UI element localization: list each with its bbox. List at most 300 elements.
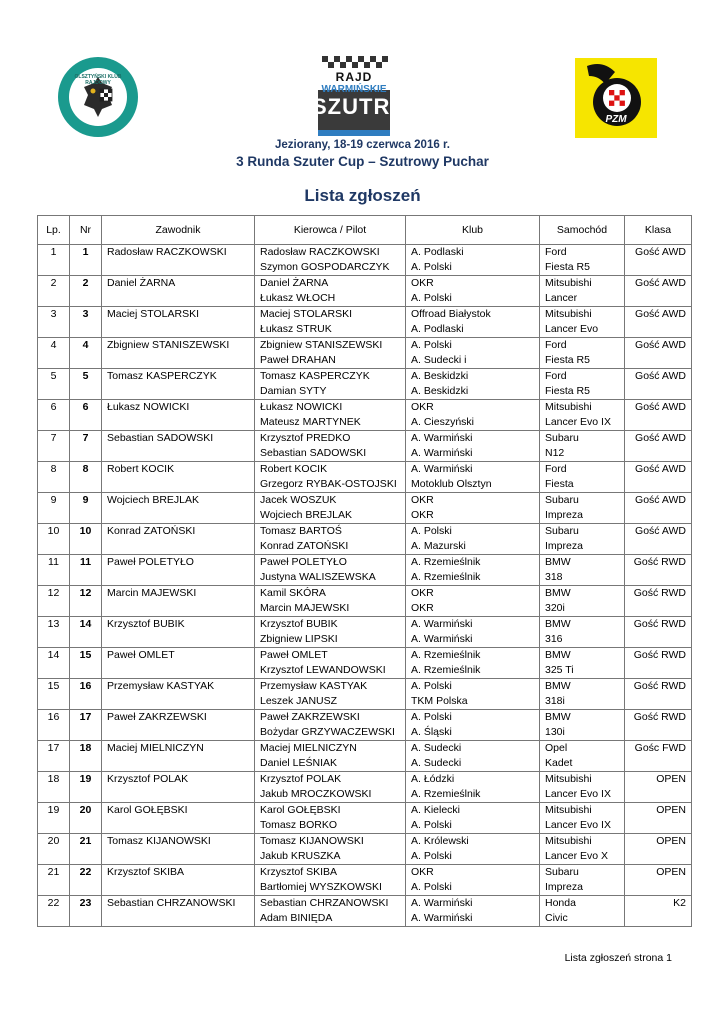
cell-club-line: A. Sudecki i <box>411 354 467 366</box>
cell-start-number <box>70 245 102 276</box>
cell-driver-codriver <box>255 338 406 369</box>
cell-start-number-line: 20 <box>79 804 92 816</box>
cell-club <box>406 369 540 400</box>
cell-start-number <box>70 772 102 803</box>
cell-class <box>625 555 692 586</box>
cell-lp-line: 4 <box>50 339 57 351</box>
cell-car-line: BMW <box>545 680 571 692</box>
cell-driver-codriver-line: Krzysztof PREDKO <box>260 432 351 444</box>
cell-car-line: Kadet <box>545 757 573 769</box>
cell-car-line: Mitsubishi <box>545 804 592 816</box>
cell-driver-codriver-line: Mateusz MARTYNEK <box>260 416 361 428</box>
cell-lp-line: 17 <box>47 742 60 754</box>
cell-car-line: BMW <box>545 587 571 599</box>
cell-driver-codriver-line: Szymon GOSPODARCZYK <box>260 261 390 273</box>
cell-lp <box>38 400 70 431</box>
cell-start-number <box>70 555 102 586</box>
cell-start-number <box>70 679 102 710</box>
cell-start-number <box>70 338 102 369</box>
cell-car-line: 325 Ti <box>545 664 574 676</box>
cell-start-number-line: 14 <box>79 618 92 630</box>
cell-class <box>625 338 692 369</box>
table-row <box>38 803 692 834</box>
cell-entrant-line: Maciej STOLARSKI <box>107 308 200 320</box>
cell-driver-codriver <box>255 307 406 338</box>
cell-club-line: A. Warmiński <box>411 633 473 645</box>
cell-start-number-line: 12 <box>79 587 92 599</box>
cell-car <box>540 338 625 369</box>
cell-driver-codriver <box>255 772 406 803</box>
cell-entrant-line: Marcin MAJEWSKI <box>107 587 197 599</box>
cell-car-line: BMW <box>545 618 571 630</box>
table-row <box>38 307 692 338</box>
cell-car <box>540 369 625 400</box>
cell-lp <box>38 431 70 462</box>
cell-entrant-line: Tomasz KIJANOWSKI <box>107 835 211 847</box>
table-row <box>38 710 692 741</box>
cell-start-number-line: 10 <box>79 525 92 537</box>
cell-car <box>540 493 625 524</box>
cell-car <box>540 679 625 710</box>
cell-start-number-line: 18 <box>79 742 92 754</box>
cell-start-number-line: 21 <box>79 835 92 847</box>
cell-club <box>406 586 540 617</box>
cell-driver-codriver-line: Paweł DRAHAN <box>260 354 336 366</box>
cell-class-line: OPEN <box>656 866 686 878</box>
cell-car-line: Fiesta <box>545 478 574 490</box>
cell-start-number <box>70 276 102 307</box>
cell-driver-codriver <box>255 803 406 834</box>
cell-start-number <box>70 400 102 431</box>
cell-club-line: A. Podlaski <box>411 246 464 258</box>
cell-class <box>625 400 692 431</box>
cell-lp-line: 9 <box>50 494 57 506</box>
cell-club-line: A. Beskidzki <box>411 385 469 397</box>
cell-car <box>540 276 625 307</box>
cell-class <box>625 462 692 493</box>
cell-entrant <box>102 462 255 493</box>
cell-start-number-line: 23 <box>79 897 92 909</box>
cell-driver-codriver-line: Zbigniew STANISZEWSKI <box>260 339 383 351</box>
cell-entrant <box>102 276 255 307</box>
cell-entrant-line: Łukasz NOWICKI <box>107 401 190 413</box>
cell-car-line: Ford <box>545 339 567 351</box>
cell-start-number <box>70 834 102 865</box>
cell-entrant-line: Krzysztof POLAK <box>107 773 189 785</box>
cell-class-line: Gość AWD <box>635 246 686 258</box>
cell-class-line: Gość RWD <box>633 680 686 692</box>
cell-lp-line: 12 <box>47 587 60 599</box>
col-header-nr: Nr <box>70 216 102 245</box>
cell-class-line: Gość AWD <box>635 308 686 320</box>
cell-entrant-line: Krzysztof BUBIK <box>107 618 185 630</box>
cell-club-line: OKR <box>411 277 434 289</box>
cell-car <box>540 307 625 338</box>
cell-car-line: Mitsubishi <box>545 401 592 413</box>
cell-entrant-line: Konrad ZATOŃSKI <box>107 525 196 537</box>
cell-car <box>540 710 625 741</box>
cell-club <box>406 896 540 927</box>
cell-lp <box>38 834 70 865</box>
cell-entrant <box>102 524 255 555</box>
cell-club <box>406 679 540 710</box>
cell-class <box>625 772 692 803</box>
cell-driver-codriver <box>255 648 406 679</box>
cell-class-line: Gość AWD <box>635 277 686 289</box>
cell-class-line: Gość AWD <box>635 463 686 475</box>
cell-start-number-line: 1 <box>82 246 89 258</box>
cell-entrant-line: Radosław RACZKOWSKI <box>107 246 227 258</box>
cell-entrant-line: Krzysztof SKIBA <box>107 866 185 878</box>
cell-car-line: Opel <box>545 742 568 754</box>
cell-lp-line: 1 <box>50 246 57 258</box>
cell-car <box>540 617 625 648</box>
cell-lp-line: 10 <box>47 525 60 537</box>
cell-lp-line: 16 <box>47 711 60 723</box>
cell-start-number-line: 16 <box>79 680 92 692</box>
cell-lp <box>38 679 70 710</box>
cell-start-number <box>70 648 102 679</box>
cell-club <box>406 803 540 834</box>
cell-club <box>406 617 540 648</box>
cell-entrant <box>102 586 255 617</box>
cell-car-line: 130i <box>545 726 565 738</box>
cell-club <box>406 710 540 741</box>
page-title: Lista zgłoszeń <box>304 186 421 205</box>
cell-driver-codriver-line: Bartłomiej WYSZKOWSKI <box>260 881 382 893</box>
cell-start-number <box>70 741 102 772</box>
cell-driver-codriver-line: Tomasz KIJANOWSKI <box>260 835 364 847</box>
cell-class-line: OPEN <box>656 804 686 816</box>
cell-class-line: Gość RWD <box>633 711 686 723</box>
col-header-lp: Lp. <box>38 216 70 245</box>
cell-lp-line: 5 <box>50 370 57 382</box>
cell-lp-line: 2 <box>50 277 57 289</box>
col-header-entrant: Zawodnik <box>102 216 255 245</box>
cell-club-line: Motoklub Olsztyn <box>411 478 492 490</box>
cell-club-line: OKR <box>411 494 434 506</box>
cell-class <box>625 245 692 276</box>
table-row <box>38 431 692 462</box>
cell-class-line: Gość AWD <box>635 339 686 351</box>
cell-driver-codriver <box>255 896 406 927</box>
cell-car-line: Fiesta R5 <box>545 261 590 273</box>
cell-club-line: OKR <box>411 602 434 614</box>
cell-club-line: A. Łódzki <box>411 773 455 785</box>
cell-lp <box>38 741 70 772</box>
cell-car <box>540 772 625 803</box>
pzm-logo-text: PZM <box>605 114 627 125</box>
cell-entrant <box>102 834 255 865</box>
cell-club <box>406 741 540 772</box>
cell-car-line: Mitsubishi <box>545 835 592 847</box>
cell-lp <box>38 307 70 338</box>
cell-start-number-line: 19 <box>79 773 92 785</box>
cell-driver-codriver-line: Sebastian SADOWSKI <box>260 447 367 459</box>
cell-club-line: A. Rzemieślnik <box>411 788 481 800</box>
cell-start-number <box>70 524 102 555</box>
cell-class-line: Gość AWD <box>635 432 686 444</box>
cell-lp <box>38 369 70 400</box>
cell-club-line: A. Warmiński <box>411 463 473 475</box>
table-row <box>38 555 692 586</box>
cell-entrant-line: Karol GOŁĘBSKI <box>107 804 188 816</box>
cell-class-line: K2 <box>673 897 686 909</box>
cell-driver-codriver-line: Krzysztof SKIBA <box>260 866 338 878</box>
cell-club-line: OKR <box>411 866 434 878</box>
cell-start-number <box>70 617 102 648</box>
cell-car-line: Ford <box>545 246 567 258</box>
cell-start-number-line: 5 <box>82 370 89 382</box>
cell-club-line: A. Kielecki <box>411 804 461 816</box>
cell-lp-line: 11 <box>48 556 59 568</box>
cell-driver-codriver <box>255 617 406 648</box>
cell-club <box>406 493 540 524</box>
cell-club-line: A. Rzemieślnik <box>411 649 481 661</box>
cell-class <box>625 369 692 400</box>
cell-club-line: A. Polski <box>411 261 452 273</box>
cell-driver-codriver-line: Tomasz KASPERCZYK <box>260 370 370 382</box>
cell-club-line: A. Królewski <box>411 835 469 847</box>
event-date-location: Jeziorany, 18-19 czerwca 2016 r. <box>275 139 450 151</box>
cell-club-line: A. Warmiński <box>411 432 473 444</box>
cell-start-number <box>70 896 102 927</box>
cell-car <box>540 896 625 927</box>
cell-car <box>540 648 625 679</box>
cell-club-line: OKR <box>411 587 434 599</box>
cell-start-number-line: 3 <box>82 308 89 320</box>
cell-entrant-line: Paweł POLETYŁO <box>107 556 194 568</box>
cell-club-line: A. Beskidzki <box>411 370 469 382</box>
cell-lp-line: 14 <box>47 649 60 661</box>
cell-class <box>625 524 692 555</box>
cell-lp <box>38 555 70 586</box>
cell-entrant-line: Wojciech BREJLAK <box>107 494 200 506</box>
cell-class-line: Gość AWD <box>635 401 686 413</box>
cell-lp-line: 6 <box>50 401 57 413</box>
cell-driver-codriver-line: Maciej MIELNICZYN <box>260 742 357 754</box>
table-row <box>38 741 692 772</box>
cell-start-number <box>70 586 102 617</box>
olsztynski-klub-rajdowy-logo <box>56 55 140 139</box>
cell-driver-codriver-line: Karol GOŁĘBSKI <box>260 804 341 816</box>
cell-entrant-line: Paweł ZAKRZEWSKI <box>107 711 207 723</box>
col-header-class: Klasa <box>625 216 692 245</box>
cell-driver-codriver <box>255 245 406 276</box>
cell-driver-codriver-line: Daniel LEŚNIAK <box>260 757 338 769</box>
cell-driver-codriver-line: Paweł ZAKRZEWSKI <box>260 711 360 723</box>
table-row <box>38 462 692 493</box>
cell-start-number-line: 7 <box>82 432 89 444</box>
cell-car-line: BMW <box>545 649 571 661</box>
cell-lp-line: 19 <box>47 804 60 816</box>
cell-class <box>625 834 692 865</box>
cell-car-line: Subaru <box>545 866 579 878</box>
cell-driver-codriver <box>255 555 406 586</box>
cell-lp <box>38 493 70 524</box>
cell-club-line: A. Warmiński <box>411 447 473 459</box>
cell-club <box>406 462 540 493</box>
col-header-club: Klub <box>406 216 540 245</box>
cell-driver-codriver-line: Paweł POLETYŁO <box>260 556 347 568</box>
cell-club-line: OKR <box>411 509 434 521</box>
cell-lp <box>38 617 70 648</box>
cell-driver-codriver-line: Przemysław KASTYAK <box>260 680 368 692</box>
cell-driver-codriver-line: Zbigniew LIPSKI <box>260 633 338 645</box>
cell-class <box>625 493 692 524</box>
logo-left-text: OLSZTYŃSKI KLUB RAJDOWY <box>74 74 122 86</box>
cell-club-line: A. Śląski <box>411 726 452 738</box>
cell-start-number-line: 9 <box>82 494 89 506</box>
cell-lp <box>38 648 70 679</box>
cell-car-line: Mitsubishi <box>545 773 592 785</box>
cell-class <box>625 896 692 927</box>
cell-driver-codriver <box>255 493 406 524</box>
cell-car <box>540 431 625 462</box>
cell-car-line: 318 <box>545 571 563 583</box>
cell-entrant <box>102 338 255 369</box>
cell-class-line: OPEN <box>656 773 686 785</box>
cell-entrant-line: Sebastian SADOWSKI <box>107 432 214 444</box>
cell-driver-codriver-line: Tomasz BARTOŚ <box>260 525 342 537</box>
cell-entrant-line: Robert KOCIK <box>107 463 175 475</box>
table-row <box>38 834 692 865</box>
cell-car-line: Lancer Evo IX <box>545 788 611 800</box>
cell-class-line: Gość RWD <box>633 587 686 599</box>
cell-entrant <box>102 307 255 338</box>
cell-lp-line: 18 <box>47 773 60 785</box>
cell-lp <box>38 803 70 834</box>
cell-driver-codriver-line: Wojciech BREJLAK <box>260 509 353 521</box>
cell-car <box>540 586 625 617</box>
cell-start-number-line: 17 <box>79 711 92 723</box>
cell-class-line: Gość RWD <box>633 556 686 568</box>
cell-lp <box>38 710 70 741</box>
cell-club <box>406 524 540 555</box>
cell-driver-codriver-line: Sebastian CHRZANOWSKI <box>260 897 389 909</box>
cell-car-line: Ford <box>545 463 567 475</box>
col-header-crew: Kierowca / Pilot <box>255 216 406 245</box>
cell-start-number-line: 6 <box>82 401 89 413</box>
cell-driver-codriver-line: Bożydar GRZYWACZEWSKI <box>260 726 395 738</box>
cell-club <box>406 555 540 586</box>
cell-class-line: Gość AWD <box>635 494 686 506</box>
cell-lp <box>38 245 70 276</box>
cell-entrant <box>102 710 255 741</box>
cell-lp-line: 3 <box>50 308 57 320</box>
cell-driver-codriver-line: Radosław RACZKOWSKI <box>260 246 380 258</box>
cell-driver-codriver-line: Robert KOCIK <box>260 463 328 475</box>
cell-class <box>625 865 692 896</box>
cell-entrant-line: Maciej MIELNICZYN <box>107 742 204 754</box>
cell-entrant <box>102 896 255 927</box>
cell-class <box>625 617 692 648</box>
cell-entrant-line: Daniel ŻARNA <box>107 277 176 289</box>
table-header-row <box>38 216 692 245</box>
cell-club-line: A. Polski <box>411 339 452 351</box>
cell-club-line: A. Rzemieślnik <box>411 571 481 583</box>
cell-entrant <box>102 431 255 462</box>
cell-class <box>625 431 692 462</box>
cell-club-line: A. Mazurski <box>411 540 466 552</box>
cell-driver-codriver-line: Jacek WOSZUK <box>260 494 337 506</box>
cell-lp-line: 7 <box>50 432 57 444</box>
cell-start-number <box>70 462 102 493</box>
cell-car-line: Ford <box>545 370 567 382</box>
table-row <box>38 617 692 648</box>
entry-list-table <box>37 215 692 927</box>
cell-lp <box>38 772 70 803</box>
cell-driver-codriver-line: Konrad ZATOŃSKI <box>260 540 349 552</box>
cell-car <box>540 555 625 586</box>
cell-entrant <box>102 772 255 803</box>
cell-club-line: A. Polski <box>411 711 452 723</box>
cell-class <box>625 679 692 710</box>
cell-car <box>540 400 625 431</box>
cell-car-line: Fiesta R5 <box>545 354 590 366</box>
cell-driver-codriver-line: Jakub MROCZKOWSKI <box>260 788 372 800</box>
cell-class-line: Gość RWD <box>633 618 686 630</box>
cell-lp <box>38 338 70 369</box>
table-row <box>38 648 692 679</box>
table-row <box>38 586 692 617</box>
cell-car-line: Civic <box>545 912 568 924</box>
cell-car-line: Honda <box>545 897 576 909</box>
cell-car-line: Lancer Evo IX <box>545 819 611 831</box>
cell-start-number <box>70 803 102 834</box>
cell-club <box>406 865 540 896</box>
cell-driver-codriver <box>255 369 406 400</box>
logo-center-text <box>312 70 406 119</box>
cell-entrant <box>102 741 255 772</box>
cell-car <box>540 524 625 555</box>
cell-car <box>540 245 625 276</box>
cell-club-line: TKM Polska <box>411 695 468 707</box>
table-row <box>38 369 692 400</box>
cell-club-line: A. Rzemieślnik <box>411 556 481 568</box>
cell-start-number-line: 15 <box>79 649 92 661</box>
cell-class <box>625 586 692 617</box>
cell-lp-line: 20 <box>47 835 60 847</box>
cell-car-line: N12 <box>545 447 565 459</box>
cell-car-line: BMW <box>545 556 571 568</box>
cell-car-line: Impreza <box>545 881 583 893</box>
cell-driver-codriver-line: Krzysztof BUBIK <box>260 618 338 630</box>
cell-lp <box>38 524 70 555</box>
cell-car <box>540 834 625 865</box>
cell-club <box>406 245 540 276</box>
cell-entrant <box>102 555 255 586</box>
pzm-logo <box>575 58 657 138</box>
cell-entrant-line: Tomasz KASPERCZYK <box>107 370 217 382</box>
cell-entrant <box>102 493 255 524</box>
cell-driver-codriver-line: Marcin MAJEWSKI <box>260 602 350 614</box>
cell-entrant <box>102 679 255 710</box>
cell-driver-codriver <box>255 276 406 307</box>
cell-class <box>625 741 692 772</box>
table-row <box>38 245 692 276</box>
cell-entrant <box>102 400 255 431</box>
cell-club-line: A. Cieszyński <box>411 416 475 428</box>
cell-car-line: Lancer Evo IX <box>545 416 611 428</box>
cell-entrant <box>102 803 255 834</box>
logo-center-line2: WARMIŃSKIE <box>321 84 387 95</box>
cell-club <box>406 338 540 369</box>
cell-car <box>540 865 625 896</box>
cell-lp-line: 8 <box>50 463 57 475</box>
cell-class-line: Gośc FWD <box>634 742 686 754</box>
cell-club <box>406 431 540 462</box>
